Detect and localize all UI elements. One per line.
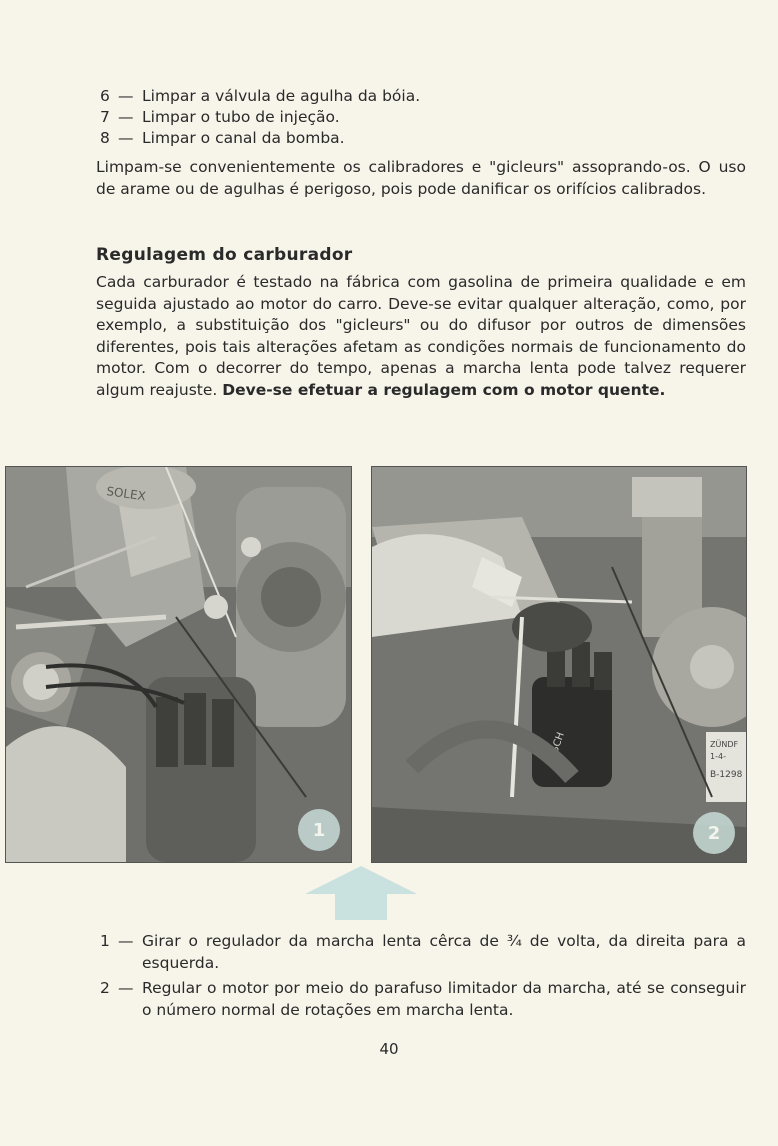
adjustment-warning: Deve-se efetuar a regulagem com o motor quente. [222,380,666,399]
zundfolge-label: ZÜNDF [710,740,739,749]
carburetor-photo [5,466,352,863]
caption-dash: — [118,932,134,950]
caption-item [100,978,746,1021]
step-item [100,107,660,128]
step-number: 7 [100,108,110,126]
step-text: Limpar a válvula de agulha da bóia. [142,87,421,105]
step-number: 8 [100,129,110,147]
step-text: Limpar o canal da bomba. [142,129,345,147]
bosch-label: BOSCH [544,730,567,769]
caption-number: 1 [100,932,110,950]
caption-item [100,931,746,974]
photo-badge: 2 [693,812,735,854]
up-arrow-icon [303,864,419,922]
plate-code-label: B-1298 [710,770,743,780]
step-dash: — [118,129,134,147]
adjustment-paragraph [96,272,746,401]
cleaning-steps-list [100,86,660,149]
distributor-illustration [372,467,746,862]
adjustment-text: Cada carburador é testado na fábrica com gasolina de primeira qualidade e em seguida ajustado ao motor do carro. Deve-se evitar qualquer alteração, como, por exemplo, a substituição dos "gicleurs" ou do difusor por outros de dimensões diferentes, pois tais alterações afetam as condições normais de funcionamento do motor. Com o decorrer do tempo, apenas a marcha lenta pode talvez requerer algum reajuste. [96,273,746,399]
caption-list [100,931,746,1025]
cleaning-paragraph: Limpam-se convenientemente os calibradores e "gicleurs" assoprando-os. O uso de arame ou de agulhas é perigoso, pois pode danificar os orifícios calibrados. [96,158,746,198]
step-number: 6 [100,87,110,105]
step-dash: — [118,87,134,105]
photo-badge: 1 [298,809,340,851]
distributor-photo [371,466,747,863]
solex-label: SOLEX [105,484,147,504]
page-number: 40 [379,1040,399,1058]
step-item [100,128,660,149]
caption-number: 2 [100,979,110,997]
step-text: Limpar o tubo de injeção. [142,108,340,126]
section-heading: Regulagem do carburador [96,245,353,265]
caption-text: Regular o motor por meio do parafuso limitador da marcha, até se conseguir o número normal de rotações em marcha lenta. [142,979,746,1019]
caption-dash: — [118,979,134,997]
firing-order-label: 1-4- [710,752,726,761]
step-item [100,86,660,107]
step-dash: — [118,108,134,126]
caption-text: Girar o regulador da marcha lenta cêrca de ¾ de volta, da direita para a esquerda. [142,932,746,972]
carburetor-illustration [6,467,351,862]
